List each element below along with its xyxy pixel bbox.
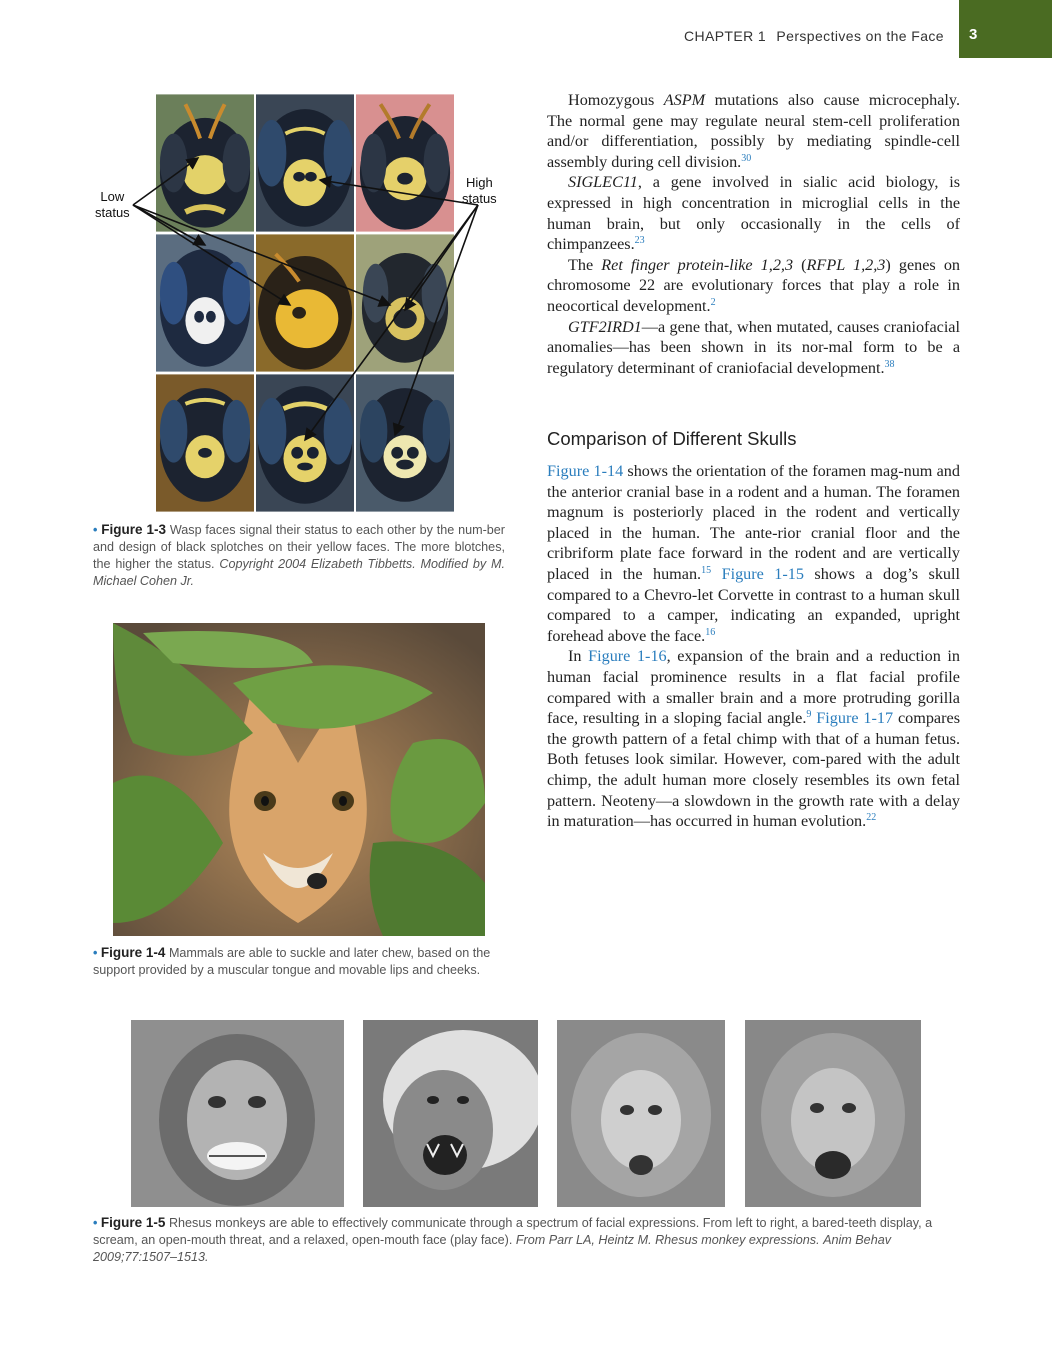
monkey-scream-image [363, 1020, 538, 1207]
reference-link[interactable]: 23 [634, 235, 645, 247]
caption-credit-italic: From Parr LA, Heintz M. Rhesus monkey expressions. [515, 1233, 820, 1247]
monkey-play-face-image [745, 1020, 921, 1207]
gene-name: GTF2IRD1 [568, 317, 642, 336]
wasp-face-image [255, 93, 355, 233]
monkey-bared-teeth-image [131, 1020, 344, 1207]
caption-figure-number: Figure 1-5 [100, 1215, 166, 1230]
bullet-icon: • [93, 946, 98, 960]
paragraph [547, 317, 960, 379]
text: —a gene that, when mutated, causes craniofacial anomalies—has been shown in its nor-mal form to be a regulatory determinant of craniofacial development. [547, 317, 960, 377]
label-high-status [462, 175, 497, 207]
bullet-icon: • [93, 1216, 98, 1230]
reference-link[interactable]: 16 [705, 626, 716, 638]
wasp-face-image [255, 373, 355, 513]
wasp-face-image [355, 233, 455, 373]
reference-link[interactable]: 22 [866, 812, 877, 824]
chapter-number: CHAPTER 1 [683, 28, 767, 44]
caption-credit-plain: Anim Behav 2009;77:1507–1513. [93, 1233, 891, 1264]
body-text-lower [547, 461, 960, 832]
label-high-line2: status [462, 191, 497, 206]
caption-text: Wasp faces signal their status to each other by the num-ber and design of black splotches on their yellow faces. The more blotches, the higher the status. [93, 523, 506, 571]
caption-text: Rhesus monkeys are able to effectively communicate through a spectrum of facial expressions. From left to right, a bared-teeth display, a scream, an open-mouth threat, and a relaxed, open-mouth face (play face). [93, 1216, 933, 1247]
gene-name: ASPM [663, 91, 706, 109]
paragraph [547, 461, 960, 646]
wasp-face-image [355, 93, 455, 233]
label-low-line1: Low [100, 189, 125, 204]
paragraph [547, 172, 960, 254]
figure-link[interactable]: Figure 1-14 [547, 462, 624, 480]
figure-1-3-caption [93, 521, 505, 590]
text: mutations also cause microcephaly. The normal gene may regulate neural stem-cell proliferation and/or differentiation, possibly by mediating spindle-cell assembly during cell division. [547, 91, 960, 171]
caption-figure-number: Figure 1-3 [101, 522, 167, 537]
caption-figure-number: Figure 1-4 [100, 945, 166, 960]
section-heading: Comparison of Different Skulls [547, 428, 797, 449]
wasp-face-image [355, 373, 455, 513]
bullet-icon: • [93, 523, 98, 537]
figure-link[interactable]: Figure 1-15 [721, 564, 804, 583]
gene-name: SIGLEC11 [568, 173, 638, 192]
running-head [684, 28, 944, 44]
paragraph [547, 646, 960, 831]
text: shows the orientation of the foramen mag-num and the anterior cranial base in a rodent and a human. The foramen magnum is posteriorly placed in the rodent and vertically placed in the human. The ante-rior cranial floor and the cribriform plate face forward in the rodent and are vertically placed in the human. [547, 462, 960, 583]
reference-link[interactable]: 30 [741, 152, 752, 164]
reference-link[interactable]: 38 [884, 358, 895, 370]
wasp-face-image [255, 233, 355, 373]
text: In [568, 647, 589, 666]
monkey-open-mouth-threat-image [557, 1020, 725, 1207]
page-number: 3 [969, 26, 978, 43]
wasp-face-image [155, 93, 255, 233]
text: , a gene involved in sialic acid biology, is expressed in high concentration in microglial cells in the human brain, but only occasionally in the cells of chimpanzees. [547, 173, 960, 254]
body-text-upper [547, 90, 960, 378]
figure-1-3-wasp-grid [155, 93, 455, 513]
caption-credit: Copyright 2004 Elizabeth Tibbetts. Modified by M. Michael Cohen Jr. [93, 557, 506, 588]
chapter-title: Perspectives on the Face [776, 28, 944, 44]
reference-link[interactable]: 2 [710, 296, 716, 308]
gene-name: RFPL 1,2,3 [806, 255, 886, 274]
label-low-status [95, 189, 130, 221]
figure-1-4-caption [93, 944, 513, 979]
gene-name: Ret finger protein-like 1,2,3 [601, 255, 794, 274]
reference-link[interactable]: 9 [806, 709, 812, 721]
text: ) genes on chromosome 22 are evolutionary forces that play a role in neocortical development. [547, 255, 961, 315]
wasp-face-image [155, 233, 255, 373]
caption-text: Mammals are able to suckle and later chew, based on the support provided by a muscular tongue and movable lips and cheeks. [93, 946, 491, 977]
text: Homozygous [568, 91, 664, 109]
text: ( [793, 255, 807, 274]
figure-1-5-caption [93, 1214, 961, 1266]
figure-1-4-fox-image [113, 623, 485, 936]
label-low-line2: status [95, 205, 130, 220]
page-header [0, 0, 1052, 58]
reference-link[interactable]: 15 [701, 564, 712, 576]
text: The [568, 255, 602, 274]
text: shows a dog’s skull compared to a Chevro-let Corvette in contrast to a human skull compared to a camper, indicating an expanded, upright forehead above the face. [547, 564, 961, 645]
text: compares the growth pattern of a fetal chimp with that of a human fetus. Both fetuses look similar. However, com-pared with the adult chimp, the adult human more closely resembles its own fetal pattern. Neoteny—a slowdown in the growth rate with a delay in maturation—has occurred in human evolution. [547, 709, 960, 831]
page-number-box [959, 0, 1052, 58]
figure-link[interactable]: Figure 1-16 [588, 647, 667, 666]
wasp-face-image [155, 373, 255, 513]
text: , expansion of the brain and a reduction in human facial prominence results in a flat facial profile compared with a smaller brain and a more protruding gorilla face, resulting in a sloping facial angle. [547, 647, 960, 728]
paragraph [547, 90, 960, 172]
paragraph [547, 255, 960, 317]
label-high-line1: High [465, 175, 493, 190]
figure-link[interactable]: Figure 1-17 [816, 709, 894, 728]
